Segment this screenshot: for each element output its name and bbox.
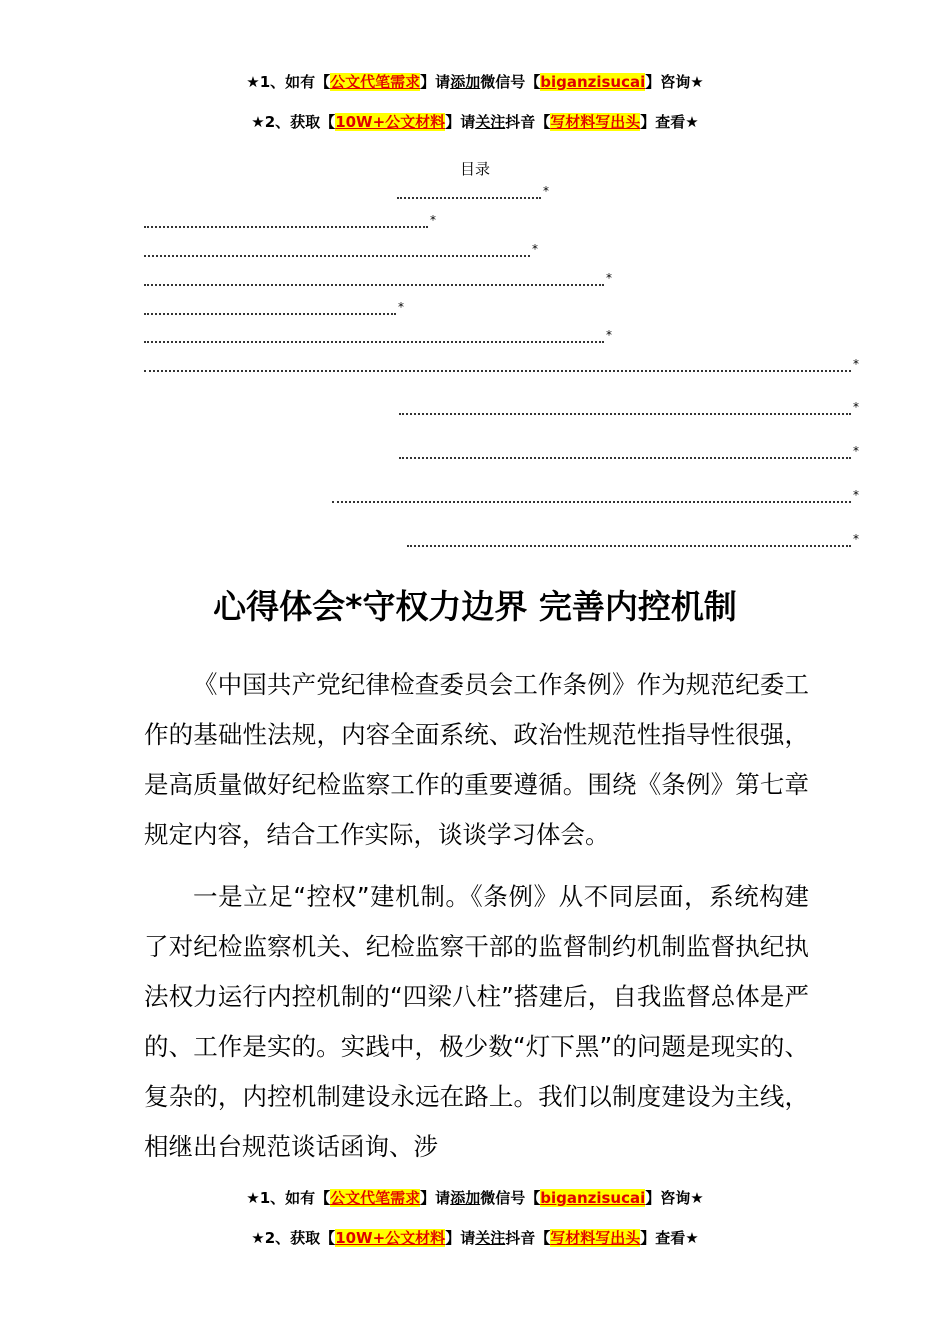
banner-text: 】请 [445, 1229, 476, 1247]
toc-page-marker: * [606, 328, 612, 342]
toc-page-marker: * [853, 532, 859, 546]
banner-text: 】请 [420, 73, 451, 91]
banner-text: ★1、如有【 [246, 73, 331, 91]
toc-entry[interactable] [332, 490, 859, 506]
toc-title: 目录 [459, 160, 490, 178]
banner-text: 】请 [445, 113, 476, 131]
toc-leader [144, 226, 428, 228]
toc-entry[interactable] [144, 302, 404, 318]
banner-highlight: 公文代笔需求 [330, 1189, 421, 1207]
toc-leader [144, 313, 396, 315]
toc-leader [144, 284, 604, 286]
toc-entry[interactable] [397, 186, 549, 202]
banner-highlight: 写材料写出头 [550, 1229, 641, 1247]
banner-highlight: 10W+公文材料 [335, 1229, 446, 1247]
banner-text: ★2、获取【 [251, 1229, 336, 1247]
footer-banner-line-1 [0, 1188, 950, 1208]
toc-page-marker: * [543, 184, 549, 198]
banner-highlight: 写材料写出头 [550, 113, 641, 131]
banner-highlight: biganzisucai [540, 73, 646, 91]
toc-page-marker: * [430, 213, 436, 227]
toc-leader [144, 370, 851, 372]
article-paragraph-point-1: 一是立足“控权”建机制。《条例》从不同层面，系统构建了对纪检监察机关、纪检监察干部的监督制约机制监督执纪执法权力运行内控机制的“四梁八柱”搭建后，自我监督总体是严的、工作是实的。实践中，极少数“灯下黑”的问题是现实的、复杂的，内控机制建设永远在路上。我们以制度建设为主线，相继出台规范谈话函询、涉 [144, 882, 809, 1161]
footer-banner-line-2 [0, 1228, 950, 1248]
banner-text: 】咨询★ [645, 73, 704, 91]
banner-text: ★1、如有【 [246, 1189, 331, 1207]
banner-underlined: 关注 [475, 113, 506, 131]
toc-page-marker: * [853, 444, 859, 458]
banner-text: 】请 [420, 1189, 451, 1207]
toc-leader [332, 501, 851, 503]
toc-page-marker: * [398, 300, 404, 314]
article-paragraph-intro: 《中国共产党纪律检查委员会工作条例》作为规范纪委工作的基础性法规，内容全面系统、政治性规范性指导性很强，是高质量做好纪检监察工作的重要遵循。围绕《条例》第七章规定内容，结合工作实际，谈谈学习体会。 [144, 670, 809, 849]
banner-underlined: 添加 [450, 73, 481, 91]
toc-leader [407, 545, 851, 547]
toc-entry[interactable] [144, 215, 436, 231]
toc-entry[interactable] [144, 330, 612, 346]
toc-entry[interactable] [399, 446, 859, 462]
banner-text: 】咨询★ [645, 1189, 704, 1207]
banner-text: 微信号【 [480, 1189, 541, 1207]
banner-text: 抖音【 [505, 1229, 551, 1247]
banner-text: 】查看★ [640, 113, 699, 131]
toc-entry[interactable] [144, 273, 612, 289]
toc-leader [397, 197, 541, 199]
banner-highlight: 10W+公文材料 [335, 113, 446, 131]
article-title: 心得体会*守权力边界 完善内控机制 [213, 587, 737, 626]
toc-page-marker: * [853, 400, 859, 414]
toc-entry[interactable] [144, 359, 859, 375]
toc-leader [399, 457, 851, 459]
toc-entry[interactable] [144, 244, 538, 260]
toc-entry[interactable] [407, 534, 859, 550]
toc-page-marker: * [606, 271, 612, 285]
banner-text: 抖音【 [505, 113, 551, 131]
banner-highlight: 公文代笔需求 [330, 73, 421, 91]
toc-leader [399, 413, 851, 415]
header-banner-line-1 [0, 72, 950, 92]
banner-text: ★2、获取【 [251, 113, 336, 131]
banner-text: 】查看★ [640, 1229, 699, 1247]
toc-leader [144, 341, 604, 343]
toc-leader [144, 255, 530, 257]
toc-page-marker: * [853, 357, 859, 371]
banner-underlined: 关注 [475, 1229, 506, 1247]
banner-underlined: 添加 [450, 1189, 481, 1207]
header-banner-line-2 [0, 112, 950, 132]
toc-page-marker: * [853, 488, 859, 502]
banner-text: 微信号【 [480, 73, 541, 91]
banner-highlight: biganzisucai [540, 1189, 646, 1207]
toc-page-marker: * [532, 242, 538, 256]
toc-entry[interactable] [399, 402, 859, 418]
